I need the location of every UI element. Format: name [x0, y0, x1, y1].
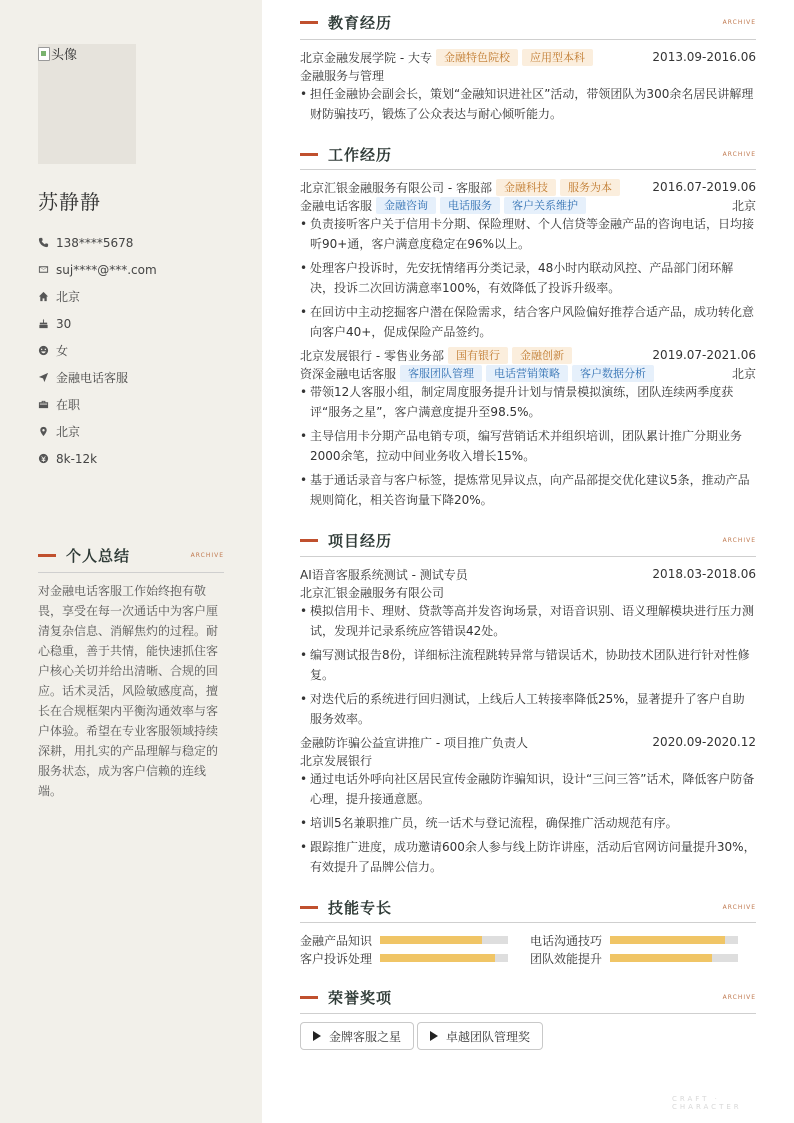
- project-org-row: [300, 583, 756, 601]
- job-role-row: [300, 196, 756, 214]
- cake-icon: [38, 317, 56, 331]
- summary-text: 对金融电话客服工作始终抱有敬畏，享受在每一次通话中为客户厘清复杂信息、消解焦灼的过程。耐心稳重，善于共情，能快速抓住客户核心关切并给出清晰、合规的回应。话术灵活，风险敏感度高，擅长在合规框架内平衡沟通效率与客户体验。希望在专业客服领域持续深耕，用扎实的产品理解与稳定的服务状态，成为客户信赖的连线端。: [38, 584, 219, 798]
- job-date: 2016.07-2019.06: [652, 180, 756, 194]
- skill-bar: [380, 954, 508, 962]
- location-icon: [38, 425, 56, 439]
- skill-bar-fill: [610, 954, 712, 962]
- project-org: 北京发展银行: [300, 753, 373, 768]
- education-school-row: [300, 48, 756, 66]
- job-city: 北京: [731, 366, 756, 381]
- job-city: 北京: [731, 198, 756, 213]
- skill-name: 金融产品知识: [300, 933, 373, 948]
- info-city: 北京: [38, 283, 157, 310]
- education-tag: ARCHIVE: [722, 19, 756, 26]
- avatar-alt: 头像: [38, 44, 77, 63]
- project-bullet: • 培训5名兼职推广员，统一话术与登记流程，确保推广活动规范有序。: [300, 813, 756, 833]
- section-accent-bar: [300, 153, 318, 156]
- work-section-header: [300, 144, 756, 165]
- honors-divider: [300, 1013, 756, 1014]
- project-bullet: • 编写测试报告8份，详细标注流程跳转异常与错误话术，协助技术团队进行针对性修复。: [300, 645, 756, 685]
- broken-image-icon: [38, 47, 50, 61]
- summary-title: 个人总结: [66, 547, 131, 565]
- salary-icon: [38, 452, 56, 466]
- honors-section-header: [300, 987, 756, 1008]
- school-chip: 应用型本科: [522, 49, 593, 66]
- job-role: 资深金融电话客服: [300, 366, 397, 381]
- phone-icon: [38, 236, 56, 250]
- company-chip: 国有银行: [448, 347, 508, 364]
- work-title: 工作经历: [328, 146, 393, 164]
- award-label: 金牌客服之星: [329, 1029, 402, 1044]
- skills-section-header: [300, 897, 756, 918]
- role-chip: 金融咨询: [376, 197, 436, 214]
- projects-section-header: [300, 530, 756, 551]
- project-date: 2018.03-2018.06: [652, 567, 756, 581]
- project-bullet: • 模拟信用卡、理财、贷款等高并发咨询场景，对语音识别、语义理解模块进行压力测试，发现并记录系统应答错误42处。: [300, 601, 756, 641]
- education-bullet: • 担任金融协会副会长，策划“金融知识进社区”活动，带领团队为300余名居民讲解理财防骗技巧，锻炼了公众表达与耐心倾听能力。: [300, 84, 756, 124]
- skill-name: 电话沟通技巧: [530, 933, 603, 948]
- candidate-name: 苏静静: [38, 190, 101, 214]
- skills-tag: ARCHIVE: [722, 904, 756, 911]
- school-name: 北京金融发展学院 - 大专: [300, 50, 432, 65]
- email-icon: [38, 263, 56, 277]
- skill-name: 客户投诉处理: [300, 951, 373, 966]
- section-accent-bar: [300, 21, 318, 24]
- info-salary: 8k-12k: [38, 445, 157, 472]
- home-icon: [38, 290, 56, 304]
- project-name: AI语音客服系统测试 - 测试专员: [300, 567, 468, 582]
- role-chip: 客服团队管理: [400, 365, 482, 382]
- honors-tag: ARCHIVE: [722, 994, 756, 1001]
- skill-bar: [380, 936, 508, 944]
- award-badge: [300, 1022, 414, 1050]
- project-date: 2020.09-2020.12: [652, 735, 756, 749]
- major: 金融服务与管理: [300, 68, 385, 83]
- contact-info-list: [38, 229, 157, 472]
- company-chip: 服务为本: [560, 179, 620, 196]
- play-icon: [430, 1031, 438, 1041]
- skill-bar-fill: [380, 936, 482, 944]
- projects-divider: [300, 556, 756, 557]
- job-bullet: • 处理客户投诉时，先安抚情绪再分类记录，48小时内联动风控、产品部门闭环解决，投诉二次回访满意率100%，有效降低了投诉升级率。: [300, 258, 756, 298]
- job-company-row: [300, 346, 756, 364]
- job-role: 金融电话客服: [300, 198, 373, 213]
- company-chip: 金融科技: [496, 179, 556, 196]
- summary-tag: ARCHIVE: [190, 552, 224, 559]
- job-bullet: • 带领12人客服小组，制定周度服务提升计划与情景模拟演练，团队连续两季度获评“服务之星”，客户满意度提升至98.5%。: [300, 382, 756, 422]
- education-title: 教育经历: [328, 14, 393, 32]
- info-age: 30: [38, 310, 157, 337]
- play-icon: [313, 1031, 321, 1041]
- project-org: 北京汇银金融服务有限公司: [300, 585, 445, 600]
- school-chip: 金融特色院校: [436, 49, 518, 66]
- work-divider: [300, 169, 756, 170]
- section-accent-bar: [38, 554, 56, 557]
- company-name: 北京发展银行 - 零售业务部: [300, 348, 444, 363]
- info-phone: 138****5678: [38, 229, 157, 256]
- role-chip: 电话服务: [440, 197, 500, 214]
- info-gender: 女: [38, 337, 157, 364]
- skill-item: [530, 949, 738, 967]
- job-company-row: [300, 178, 756, 196]
- project-name: 金融防诈骗公益宣讲推广 - 项目推广负责人: [300, 735, 528, 750]
- job-role-row: [300, 364, 756, 382]
- project-bullet: • 跟踪推广进度，成功邀请600余人参与线上防诈讲座，活动后官网访问量提升30%，有效提升了品牌公信力。: [300, 837, 756, 877]
- work-tag: ARCHIVE: [722, 151, 756, 158]
- skills-title: 技能专长: [328, 899, 393, 917]
- sidebar: [0, 0, 262, 1123]
- info-email: suj****@***.com: [38, 256, 157, 283]
- summary-divider: [38, 572, 224, 573]
- award-badge: [417, 1022, 543, 1050]
- info-target-role: 金融电话客服: [38, 364, 157, 391]
- face-icon: [38, 344, 56, 358]
- job-bullet: • 在回访中主动挖掘客户潜在保险需求，结合客户风险偏好推荐合适产品，成功转化意向客户40+，促成保险产品签约。: [300, 302, 756, 342]
- job-bullet: • 基于通话录音与客户标签，提炼常见异议点，向产品部提交优化建议5条，推动产品规则简化，相关咨询量下降20%。: [300, 470, 756, 510]
- project-name-row: [300, 733, 756, 751]
- project-org-row: [300, 751, 756, 769]
- project-name-row: [300, 565, 756, 583]
- company-chip: 金融创新: [512, 347, 572, 364]
- skill-bar: [610, 936, 738, 944]
- skill-item: [530, 931, 738, 949]
- education-date: 2013.09-2016.06: [652, 50, 756, 64]
- projects-tag: ARCHIVE: [722, 537, 756, 544]
- send-icon: [38, 371, 56, 385]
- skill-bar: [610, 954, 738, 962]
- role-chip: 客户关系维护: [504, 197, 586, 214]
- skill-item: [300, 949, 508, 967]
- education-major-row: [300, 66, 756, 84]
- honors-title: 荣誉奖项: [328, 989, 393, 1007]
- info-location: 北京: [38, 418, 157, 445]
- project-bullet: • 对迭代后的系统进行回归测试，上线后人工转接率降低25%，显著提升了客户自助服务效率。: [300, 689, 756, 729]
- skill-bar-fill: [380, 954, 495, 962]
- projects-title: 项目经历: [328, 532, 393, 550]
- info-status: 在职: [38, 391, 157, 418]
- section-accent-bar: [300, 906, 318, 909]
- section-accent-bar: [300, 996, 318, 999]
- award-label: 卓越团队管理奖: [446, 1029, 531, 1044]
- project-bullet: • 通过电话外呼向社区居民宣传金融防诈骗知识，设计“三问三答”话术，降低客户防备心理，提升接通意愿。: [300, 769, 756, 809]
- skill-item: [300, 931, 508, 949]
- skill-bar-fill: [610, 936, 725, 944]
- skill-name: 团队效能提升: [530, 951, 603, 966]
- job-bullet: • 负责接听客户关于信用卡分期、保险理财、个人信贷等金融产品的咨询电话，日均接听90+通，客户满意度稳定在96%以上。: [300, 214, 756, 254]
- skills-divider: [300, 922, 756, 923]
- section-accent-bar: [300, 539, 318, 542]
- education-divider: [300, 39, 756, 40]
- job-bullet: • 主导信用卡分期产品电销专项，编写营销话术并组织培训，团队累计推广分期业务2000余笔，拉动中间业务收入增长15%。: [300, 426, 756, 466]
- summary-section-header: [38, 545, 224, 566]
- role-chip: 电话营销策略: [486, 365, 568, 382]
- briefcase-icon: [38, 398, 56, 412]
- job-date: 2019.07-2021.06: [652, 348, 756, 362]
- footer-watermark: CRAFT · CHARACTER: [672, 1095, 742, 1111]
- company-name: 北京汇银金融服务有限公司 - 客服部: [300, 180, 492, 195]
- education-section-header: [300, 12, 756, 33]
- avatar: [38, 44, 136, 164]
- role-chip: 客户数据分析: [572, 365, 654, 382]
